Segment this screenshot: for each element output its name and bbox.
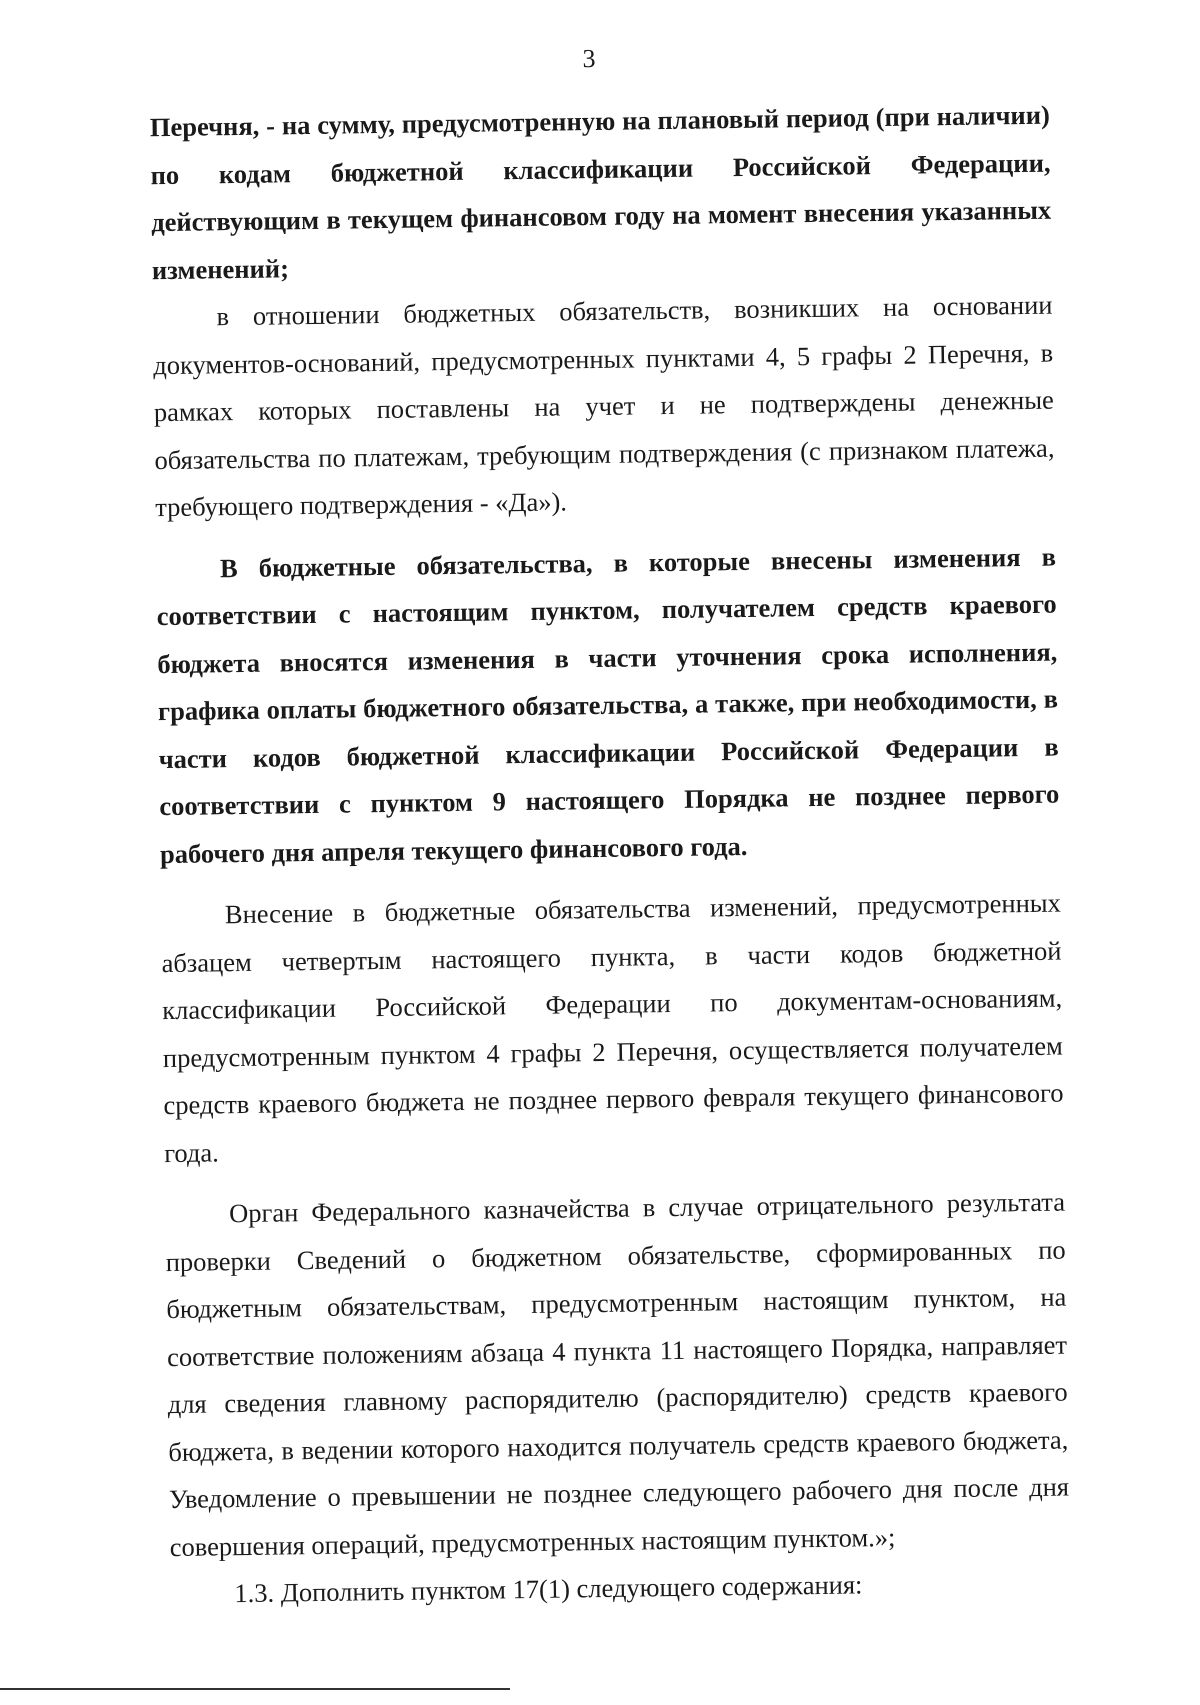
document-body: [150, 92, 1071, 1619]
page-number: 3: [582, 43, 596, 74]
paragraph-1: Перечня, - на сумму, предусмотренную на плановый период (при наличии) по кодам бюджетной классификации Российской Федерации, действующим в текущем финансовом году на момент внесения указанных изменений;: [149, 99, 1052, 285]
paragraph-2: в отношении бюджетных обязательств, возникших на основании документов-оснований, предусмотренных пунктами 4, 5 графы 2 Перечня, в рамках которых поставлены на учет и не подтверждены денежные обязательства по платежам, требующим подтверждения (с признаком платежа, требующего подтверждения - «Да»).: [152, 289, 1055, 523]
paragraph-5: Орган Федерального казначейства в случае отрицательного результата проверки Сведений о бюджетном обязательстве, сформированных по бюджетным обязательствам, предусмотренным настоящим пунктом, на соответствие положениям абзаца 4 пункта 11 настоящего Порядка, направляет для сведения главному распорядителю (распорядителю) средств краевого бюджета, в ведении которого находится получатель средств краевого бюджета, Уведомление о превышении не позднее следующего рабочего дня после дня совершения операций, предусмотренных настоящим пунктом.»;: [165, 1186, 1070, 1562]
paragraph-4: Внесение в бюджетные обязательства изменений, предусмотренных абзацем четвертым настоящего пункта, в части кодов бюджетной классификации Российской Федерации по документам-основаниям, предусмотренным пунктом 4 графы 2 Перечня, осуществляется получателем средств краевого бюджета не позднее первого февраля текущего финансового года.: [161, 887, 1064, 1168]
footer-divider: [0, 1688, 510, 1690]
paragraph-6: 1.3. Дополнить пунктом 17(1) следующего содержания:: [234, 1569, 863, 1609]
paragraph-3: В бюджетные обязательства, в которые внесены изменения в соответствии с настоящим пунктом, получателем средств краевого бюджета вносятся изменения в части уточнения срока исполнения, графика оплаты бюджетного обязательства, а также, при необходимости, в части кодов бюджетной классификации Российской Федерации в соответствии с пунктом 9 настоящего Порядка не позднее первого рабочего дня апреля текущего финансового года.: [156, 541, 1060, 869]
